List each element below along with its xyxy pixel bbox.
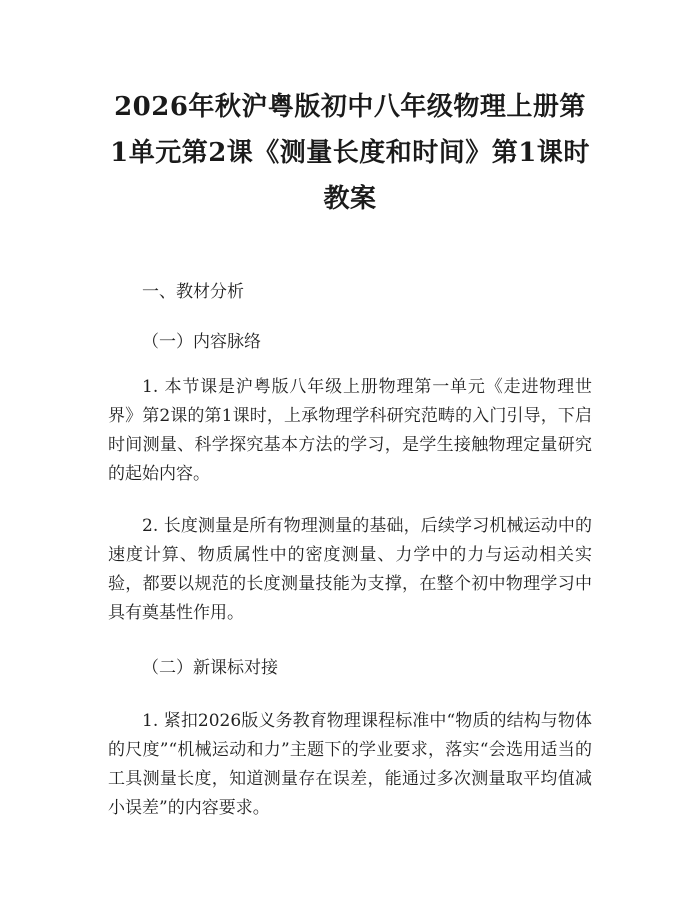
subsection-heading-content-outline: （一）内容脉络 [142, 332, 261, 352]
document-title: 2026年秋沪粤版初中八年级物理上册第1单元第2课《测量长度和时间》第1课时教案 [110, 92, 590, 214]
subsection-heading-curriculum-alignment: （二）新课标对接 [142, 658, 278, 678]
paragraph-length-measurement-foundation: 2. 长度测量是所有物理测量的基础，后续学习机械运动中的速度计算、物质属性中的密度测量、力学中的力与运动相关实验，都要以规范的长度测量技能为支撑，在整个初中物理学习中具有奠基性作用。 [108, 516, 592, 623]
paragraph-curriculum-requirements: 1. 紧扣2026版义务教育物理课程标准中“物质的结构与物体的尺度”“机械运动和力”主题下的学业要求，落实“会选用适当的工具测量长度，知道测量存在误差，能通过多次测量取平均值减小误差”的内容要求。 [108, 711, 592, 818]
paragraph-lesson-position: 1. 本节课是沪粤版八年级上册物理第一单元《走进物理世界》第2课的第1课时，上承物理学科研究范畴的入门引导，下启时间测量、科学探究基本方法的学习，是学生接触物理定量研究的起始内容。 [108, 377, 592, 484]
section-heading-textbook-analysis: 一、教材分析 [142, 282, 244, 302]
